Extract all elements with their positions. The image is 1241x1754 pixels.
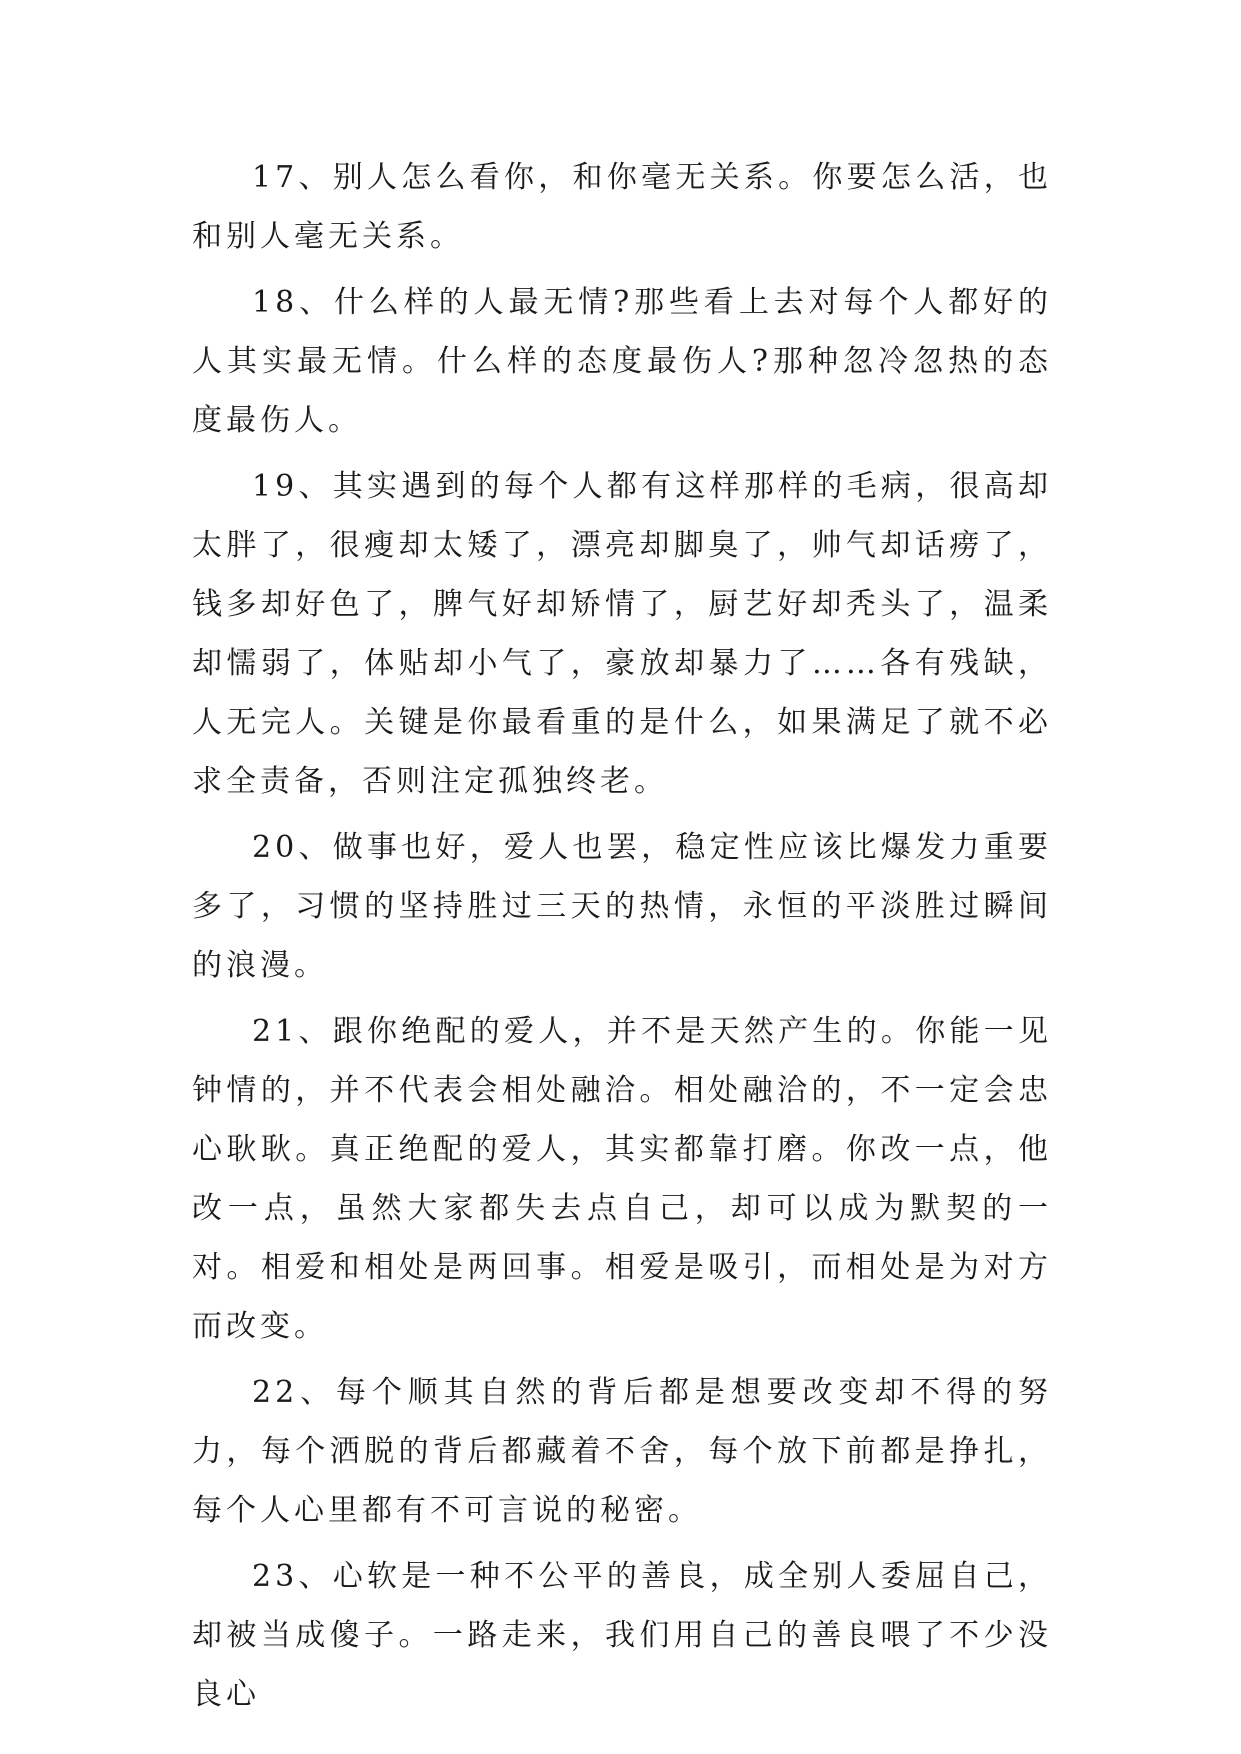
paragraph-17: 17、别人怎么看你，和你毫无关系。你要怎么活，也和别人毫无关系。 xyxy=(192,160,1052,254)
paragraph-22: 22、每个顺其自然的背后都是想要改变却不得的努力，每个洒脱的背后都藏着不舍，每个放下前都是挣扎，每个人心里都有不可言说的秘密。 xyxy=(192,1375,1052,1528)
paragraph-20: 20、做事也好，爱人也罢，稳定性应该比爆发力重要多了，习惯的坚持胜过三天的热情，永恒的平淡胜过瞬间的浪漫。 xyxy=(192,830,1052,983)
paragraph-21: 21、跟你绝配的爱人，并不是天然产生的。你能一见钟情的，并不代表会相处融洽。相处融洽的，不一定会忠心耿耿。真正绝配的爱人，其实都靠打磨。你改一点，他改一点，虽然大家都失去点自己，却可以成为默契的一对。相爱和相处是两回事。相爱是吸引，而相处是为对方而改变。 xyxy=(192,1014,1052,1344)
paragraph-18: 18、什么样的人最无情?那些看上去对每个人都好的人其实最无情。什么样的态度最伤人?那种忽冷忽热的态度最伤人。 xyxy=(192,285,1052,438)
document-body xyxy=(192,148,1052,1731)
paragraph-19: 19、其实遇到的每个人都有这样那样的毛病，很高却太胖了，很瘦却太矮了，漂亮却脚臭了，帅气却话痨了，钱多却好色了，脾气好却矫情了，厨艺好却秃头了，温柔却懦弱了，体贴却小气了，豪放却暴力了……各有残缺，人无完人。关键是你最看重的是什么，如果满足了就不必求全责备，否则注定孤独终老。 xyxy=(192,469,1052,799)
paragraph-23: 23、心软是一种不公平的善良，成全别人委屈自己，却被当成傻子。一路走来，我们用自己的善良喂了不少没良心 xyxy=(192,1559,1052,1712)
